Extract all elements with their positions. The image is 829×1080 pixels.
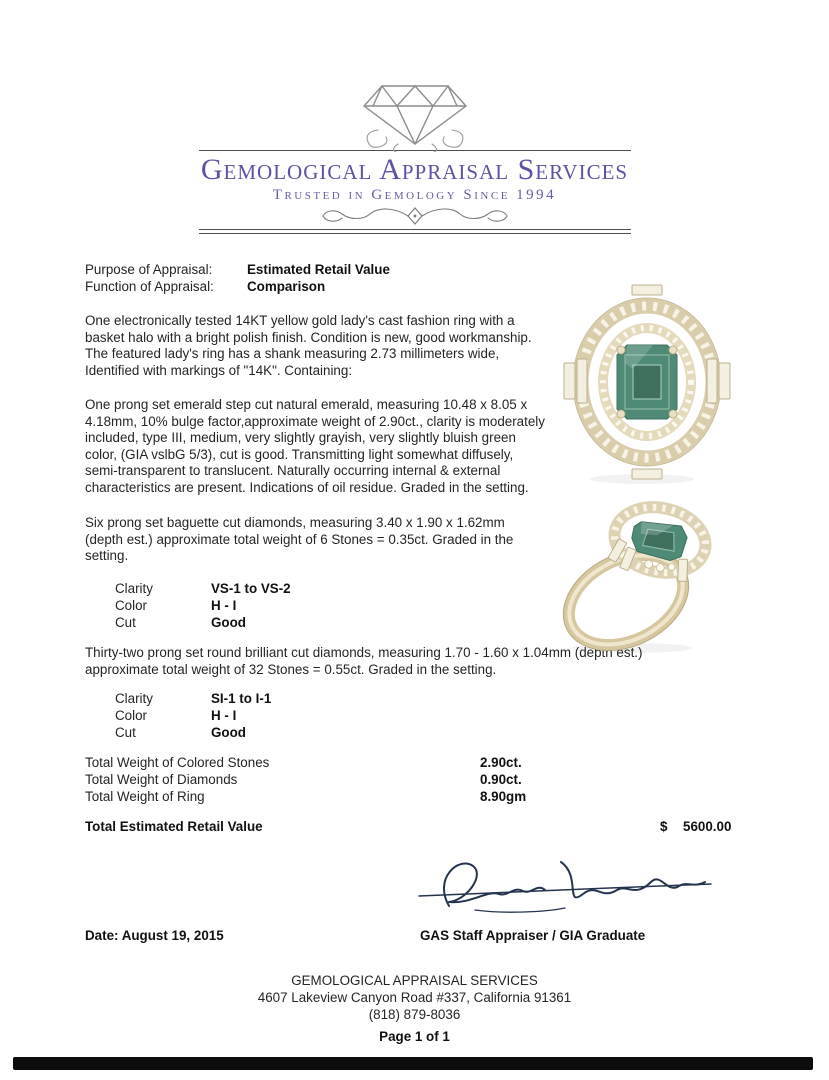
total-estimated-retail-value-row <box>85 819 745 836</box>
grade-value: Good <box>211 724 246 740</box>
company-tagline: Trusted in Gemology Since 1994 <box>272 187 557 203</box>
appraisal-date: Date: August 19, 2015 <box>85 928 224 943</box>
totals-value: 2.90ct. <box>480 755 522 770</box>
emerald-description-paragraph: One prong set emerald step cut natural emerald, measuring 10.48 x 8.05 x 4.18mm, 10% bulge factor,approximate weight of 2.90ct., clarity is moderately included, type III, medium, very slightly grayish, very slightly bluish green color, (GIA vslbG 5/3), cut is good. Transmitting light somewhat diffusely, semi-transparent to translucent. Naturally occurring internal & external characteristics are present. Indications of oil residue. Graded in the setting. <box>85 397 545 495</box>
retail-value-amount: 5600.00 <box>683 819 732 834</box>
retail-value-label: Total Estimated Retail Value <box>85 819 263 834</box>
grade-value: Good <box>211 614 246 630</box>
round-grading-table <box>115 691 271 741</box>
grade-value: VS-1 to VS-2 <box>211 581 291 596</box>
ring-photo-side-view <box>552 498 737 656</box>
grade-label: Color <box>115 707 147 723</box>
appraiser-signature <box>415 852 715 924</box>
grade-value: SI-1 to I-1 <box>211 691 272 706</box>
totals-value: 0.90ct. <box>480 772 522 787</box>
grade-label: Clarity <box>115 691 153 706</box>
footer-company: GEMOLOGICAL APPRAISAL SERVICES <box>291 973 538 988</box>
baguette-grading-table <box>115 581 291 631</box>
footer-phone: (818) 879-8036 <box>368 1007 461 1022</box>
totals-label: Total Weight of Ring <box>85 789 205 804</box>
totals-row <box>85 771 526 788</box>
grade-value: H - I <box>211 597 237 613</box>
ring-description-paragraph: One electronically tested 14KT yellow gold lady's cast fashion ring with a basket halo with a bright polish finish. Condition is new, good workmanship. The featured lady's ring has a shank measuring 2.73 millimeters wide, Identified with markings of "14K". Containing: <box>85 313 532 378</box>
table-row <box>115 598 291 615</box>
weight-totals <box>85 754 526 805</box>
totals-row <box>85 754 526 771</box>
totals-row <box>85 788 526 805</box>
page-number: Page 1 of 1 <box>379 1029 450 1044</box>
grade-label: Cut <box>115 614 136 630</box>
scroll-flourish-icon <box>290 205 540 227</box>
appraisal-meta <box>85 262 390 295</box>
totals-value: 8.90gm <box>480 789 527 804</box>
totals-label: Total Weight of Diamonds <box>85 772 238 787</box>
purpose-row <box>85 262 390 279</box>
function-label: Function of Appraisal: <box>85 278 214 294</box>
table-row <box>115 708 271 725</box>
grade-value: H - I <box>211 707 237 723</box>
grade-label: Clarity <box>115 581 153 596</box>
purpose-label: Purpose of Appraisal: <box>85 262 213 277</box>
currency-symbol: $ <box>660 819 668 834</box>
function-row <box>85 279 390 296</box>
round-diamonds-paragraph: Thirty-two prong set round brilliant cut diamonds, measuring 1.70 - 1.60 x 1.04mm (depth est.) approximate total weight of 32 Stones = 0.55ct. Graded in the setting. <box>85 645 643 677</box>
appraiser-title: GAS Staff Appraiser / GIA Graduate <box>420 928 646 943</box>
header <box>0 78 829 234</box>
purpose-value: Estimated Retail Value <box>247 262 390 277</box>
table-row <box>115 615 291 632</box>
footer-address: 4607 Lakeview Canyon Road #337, California 91361 <box>257 990 572 1005</box>
totals-label: Total Weight of Colored Stones <box>85 755 270 770</box>
grade-label: Color <box>115 597 147 613</box>
table-row <box>115 691 271 708</box>
ring-photo-top-view <box>558 283 736 488</box>
grade-label: Cut <box>115 724 136 740</box>
footer <box>0 972 829 1045</box>
bottom-scan-bar <box>13 1057 813 1070</box>
header-divider-bottom <box>199 229 631 234</box>
header-divider-top <box>199 150 631 151</box>
diamond-logo-icon <box>340 78 490 152</box>
baguette-diamonds-paragraph: Six prong set baguette cut diamonds, measuring 3.40 x 1.90 x 1.62mm (depth est.) approximate total weight of 6 Stones = 0.35ct. Graded in the setting. <box>85 515 514 564</box>
table-row <box>115 581 291 598</box>
table-row <box>115 725 271 742</box>
company-title: Gemological Appraisal Services <box>200 153 629 186</box>
function-value: Comparison <box>247 278 326 294</box>
